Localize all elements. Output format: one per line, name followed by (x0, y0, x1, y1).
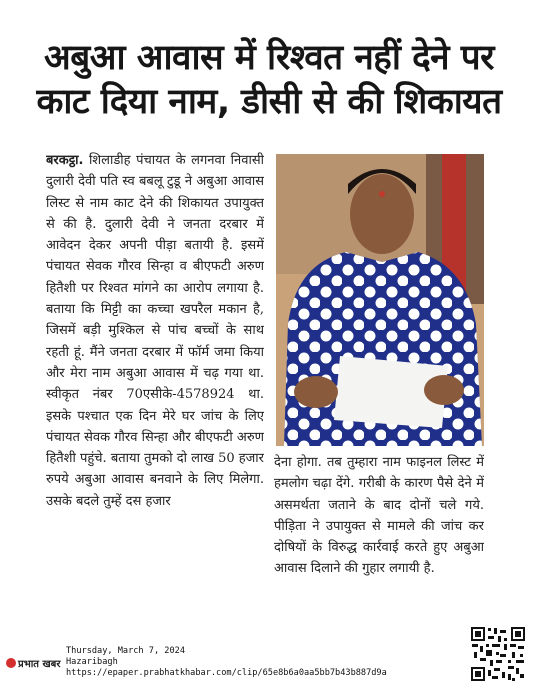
headline (14, 36, 524, 124)
woman-holding-paper-photo (276, 154, 484, 446)
logo-text: प्रभात खबर (18, 659, 61, 670)
headline-line-1: अबुआ आवास में रिश्वत नहीं देने पर (44, 38, 494, 78)
clip-location: Hazaribagh (66, 657, 118, 667)
headline-line-2: काट दिया नाम, डीसी से की शिकायत (36, 82, 502, 122)
logo-mark-icon (6, 658, 16, 668)
clip-meta (66, 646, 387, 679)
footer (0, 622, 536, 691)
article-column-2 (274, 452, 484, 612)
prabhat-khabar-logo (6, 656, 60, 670)
article-text-1: शिलाडीह पंचायत के लगनवा निवासी दुलारी देवी पति स्व बबलू टुडू ने अबुआ आवास लिस्ट से नाम काट देने की शिकायत उपायुक्त से की है. दुलारी देवी ने जनता दरबार में आवेदन देकर अपनी पीड़ा बतायी है. इसमें पंचायत सेवक गौरव सिन्हा व बीएफटी अरुण हितैशी पर रिश्वत मांगने का आरोप लगाया है. बताया कि मिट्टी का कच्चा खपरैल मकान है, जिसमें बड़ी मुश्किल से पांच बच्चों के साथ रहती हूं. मैंने जनता दरबार में फॉर्म जमा किया और मेरा नाम अबुआ आवास में चढ़ गया था. स्वीकृत नंबर 70एसीके-4578924 था. इसके पश्चात एक दिन मेरे घर जांच के लिए पंचायत सेवक गौरव सिन्हा और बीएफटी अरुण हितैशी पहुंचे. बताया तुमको दो लाख 50 हजार रुपये अबुआ आवास बनवाने के लिए मिलेगा. उसके बदले तुम्हें दस हजार (46, 153, 264, 509)
article-text-2: देना होगा. तब तुम्हारा नाम फाइनल लिस्ट में हमलोग चढ़ा देंगे. गरीबी के कारण पैसे देने में असमर्थता जताने के बाद दोनों चले गये. पीड़िता ने उपायुक्त से मामले की जांच कर दोषियों के विरुद्ध कार्रवाई करते हुए अबुआ आवास दिलाने की गुहार लगायी है. (274, 455, 484, 577)
clip-url[interactable]: https://epaper.prabhatkhabar.com/clip/65e8b6a0aa5bb7b43b887d9a (66, 668, 387, 678)
article-column-1 (46, 150, 264, 610)
clip-date: Thursday, March 7, 2024 (66, 646, 185, 656)
dateline: बरकट्ठा. (46, 153, 84, 168)
qr-code-icon[interactable] (470, 626, 526, 682)
